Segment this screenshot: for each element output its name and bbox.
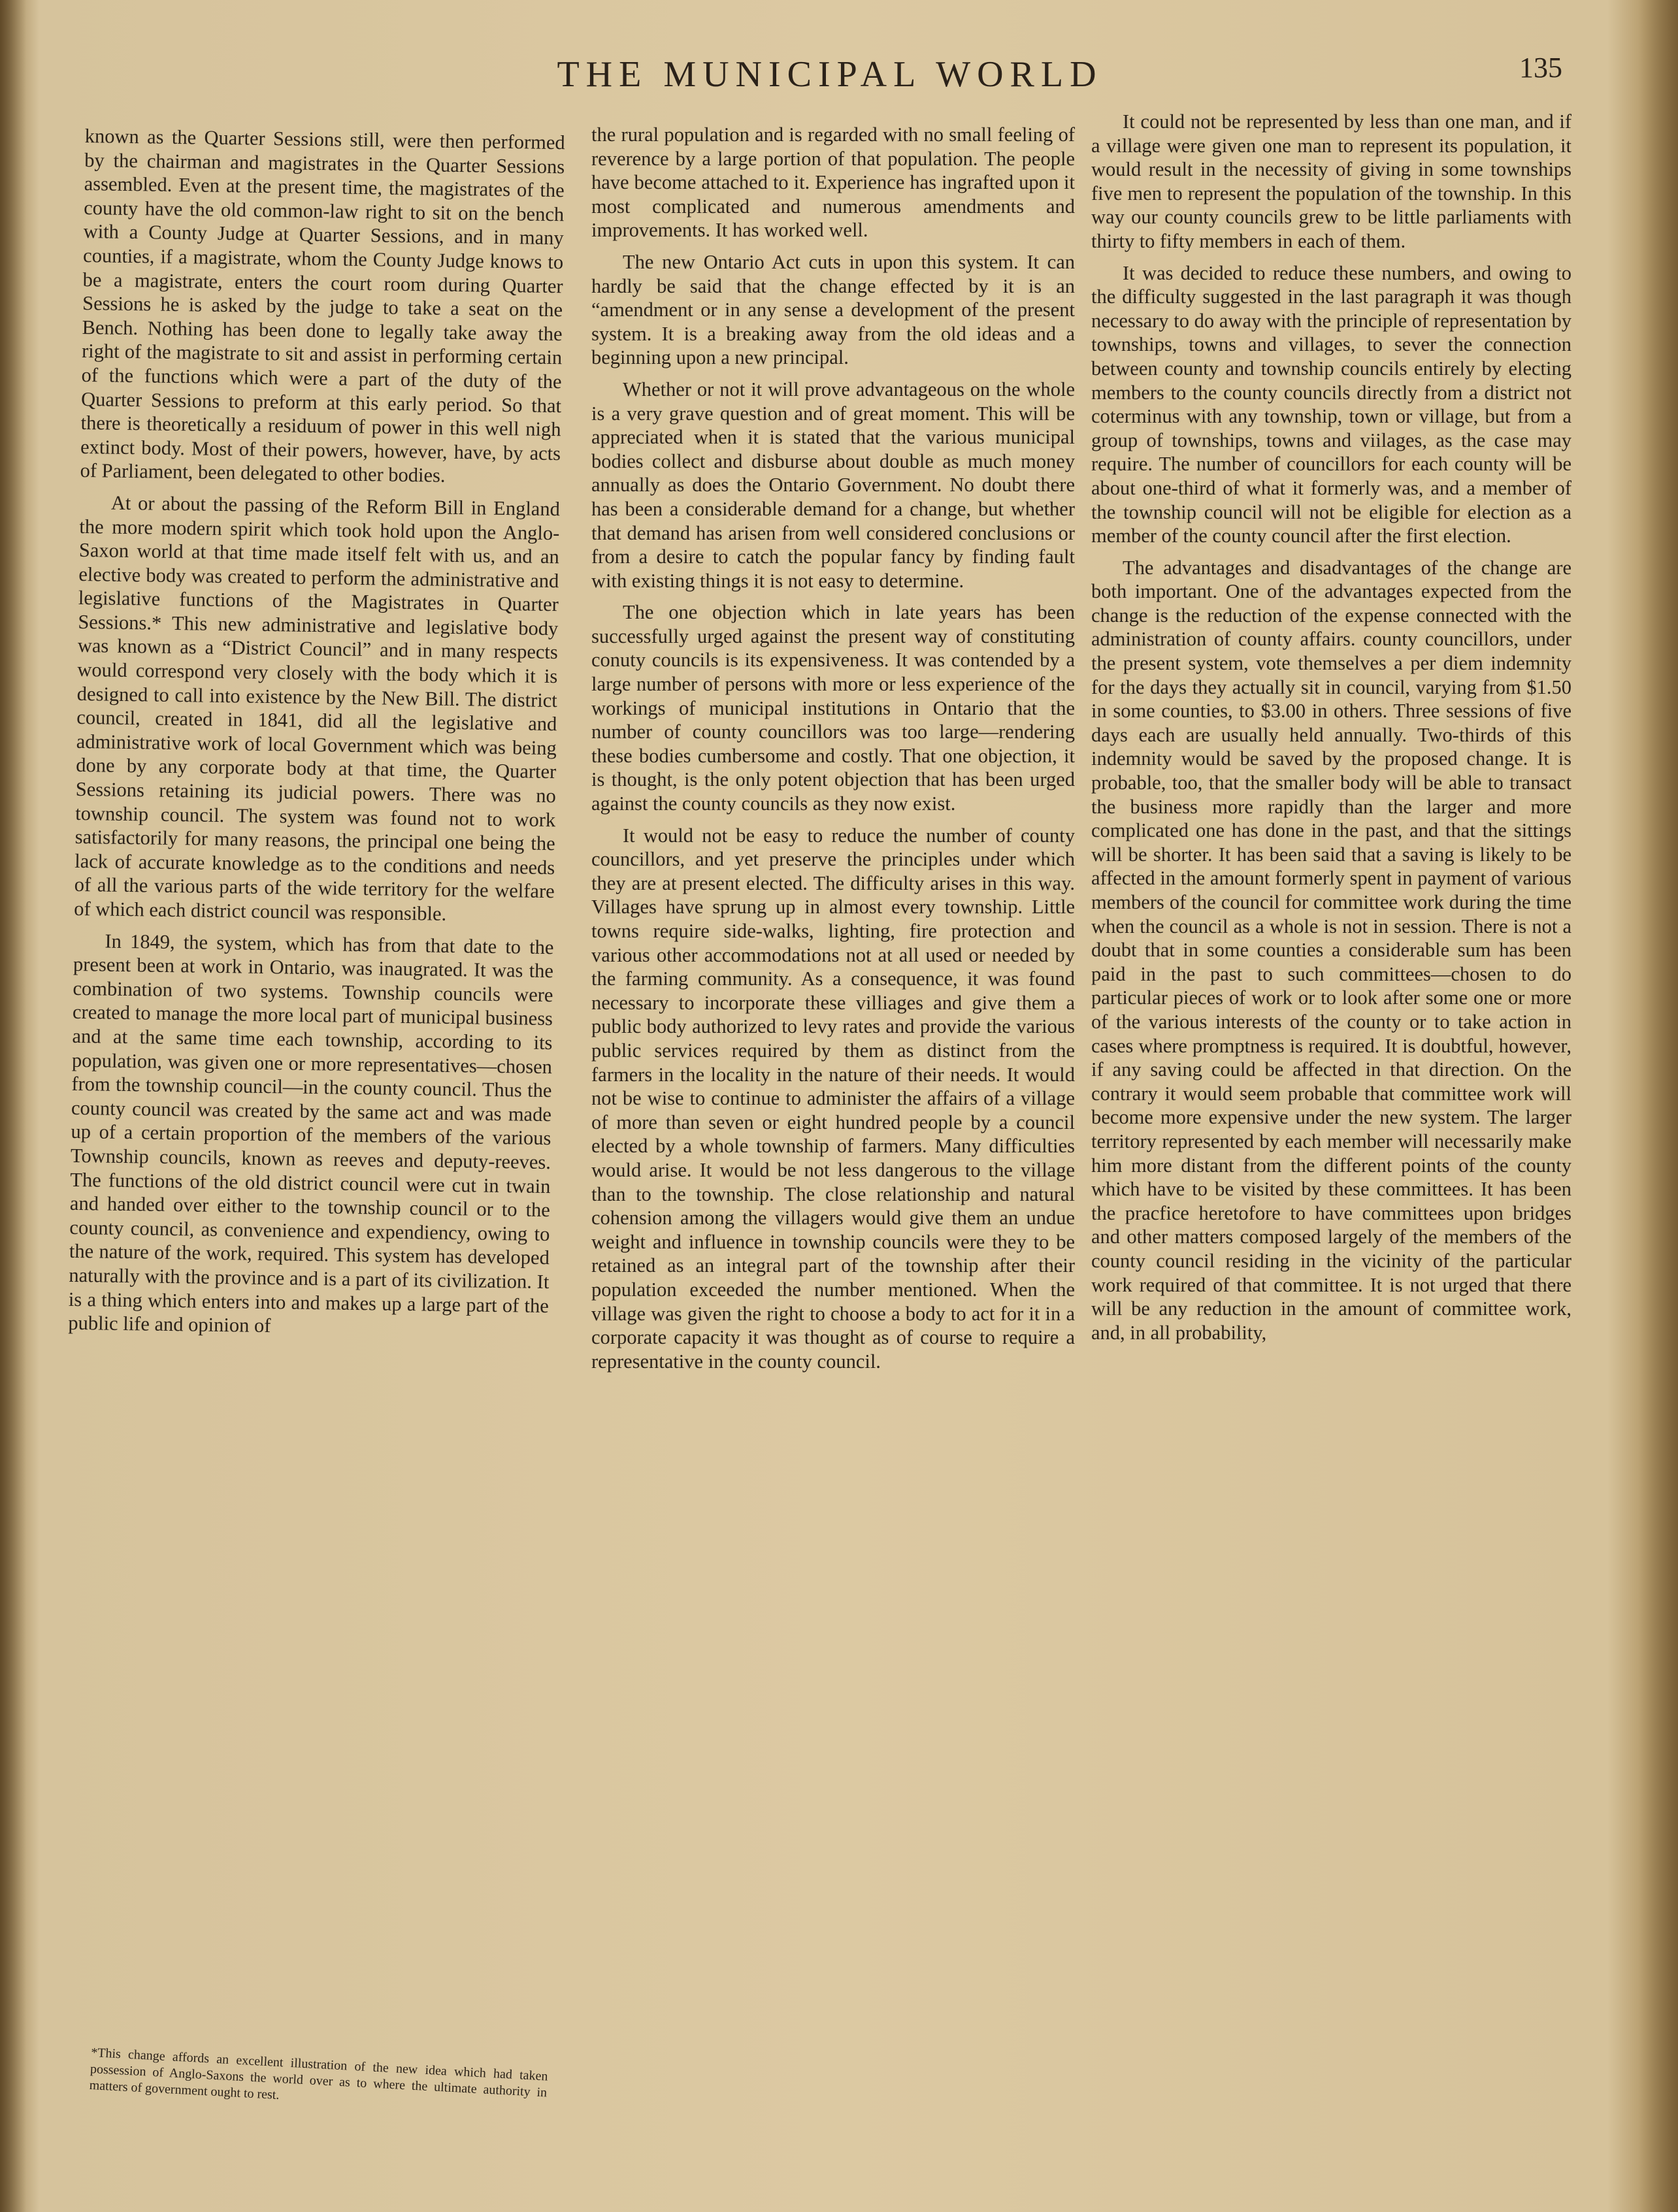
paragraph: At or about the passing of the Reform Bill in England the more modern spirit which took hold upon the Anglo-Saxon world at that time made itself felt with us, and an elective body was created to perform the administrative and legislative functions of the Magistrates in Quarter Sessions.* This new administrative and legislative body was known as a “District Council” and in many respects would correspond very closely with the body which it is designed to call into existence by the New Bill. The district council, created in 1841, did all the legislative and administrative work of local Government which was being done by any corporate body at that time, the Quarter Sessions retaining its judicial powers. There was no township council. The system was found not to work satisfactorily for many reasons, the principal one being the lack of accurate knowledge as to the conditions and needs of all the various parts of the wide territory for the welfare of which each district council was responsible. xyxy=(73,491,561,925)
running-title: THE MUNICIPAL WORLD xyxy=(557,54,1103,95)
paragraph: the rural population and is regarded with no small feeling of reverence by a large portion of that population. The people have become attached to it. Experience has ingrafted upon it most complicated and numerous amendments and improvements. It has worked well. xyxy=(591,123,1075,242)
text-column-3 xyxy=(1091,110,1571,1352)
text-column-2 xyxy=(591,123,1075,1381)
page-edge xyxy=(1639,0,1678,2212)
paragraph: It could not be represented by less than one man, and if a village were given one man to represent its population, it would result in the necessity of giving in some townships five men to represent the population of the township. In this way our county councils grew to be little parliaments with thirty to fifty members in each of them. xyxy=(1091,110,1571,252)
page-number: 135 xyxy=(1519,52,1562,84)
paragraph: In 1849, the system, which has from that date to the present been at work in Ontario, was inaugrated. It was the combination of two systems. Township councils were created to manage the more local part of municipal business and at the same time each township, according to its population, was given one or more representatives—chosen from the township council—in the county council. Thus the county council was created by the same act and was made up of a certain proportion of the members of the various Township councils, known as reeves and deputy-reeves. The functions of the old district council were cut in twain and handed over either to the township council or to the county council, as convenience and expendiency, owing to the nature of the work, required. This system has developed naturally with the province and is a part of its civilization. It is a thing which enters into and makes up a large part of the public life and opinion of xyxy=(68,930,554,1337)
paragraph: Whether or not it will prove advantageous on the whole is a very grave question and of great moment. This will be appreciated when it is stated that the various municipal bodies collect and disburse about double as much money annually as does the Ontario Government. No doubt there has been a considerable demand for a change, but whether that demand has arisen from well considered conclusions or from a desire to catch the popular fancy by finding fault with existing things it is not easy to determine. xyxy=(591,378,1075,592)
paragraph: The advantages and disadvantages of the change are both important. One of the advantages expected from the change is the reduction of the expense connected with the administration of county affairs. county councillors, under the present system, vote themselves a per diem indemnity for the days they actually sit in council, varying from $1.50 in some counties, to $3.00 in others. Three sessions of five days each are usually held annually. Two-thirds of this indemnity would be saved by the proposed change. It is probable, too, that the smaller body will be able to transact the business more rapidly than the larger and more complicated one has done in the past, and that the sittings will be shorter. It has been said that a saving is likely to be affected in the amount formerly spent in payment of various members of the council for committee work during the time when the council as a whole is not in session. There is not a doubt that in some counties a considerable sum has been paid in the past to such committees—chosen to do particular pieces of work or to look after some one or more of the various interests of the county or to take action in cases where promptness is required. It is doubtful, however, if any saving could be affected in that direction. On the contrary it would seem probable that committee work will become more expensive under the new system. The larger territory represented by each member will necessarily make him more distant from the different points of the county which have to be visited by these committees. It has been the pracfice heretofore to have committees upon bridges and other matters composed largely of the members of the county council residing in the vicinity of the particular work required of that committee. It is not urged that there will be any reduction in the amount of committee work, and, in all probability, xyxy=(1091,556,1571,1344)
paragraph: The new Ontario Act cuts in upon this system. It can hardly be said that the change effected by it is an “amendment or in any sense a development of the present system. It is a breaking away from the old ideas and a beginning upon a new principal. xyxy=(591,250,1075,369)
footnote: *This change affords an excellent illustration of the new idea which had taken possession of Anglo-Saxons the world over as to where the ultimate authority in matters of government ought to rest. xyxy=(89,2045,548,2103)
text-column-1 xyxy=(68,124,565,1350)
paragraph: The one objection which in late years has been successfully urged against the present way of constituting conuty councils is its expensiveness. It was contended by a large number of persons with more or less experience of the workings of municipal institutions in Ontario that the number of county councillors was too large—rendering these bodies cumbersome and costly. That one objection, it is thought, is the only potent objection that has been urged against the county councils as they now exist. xyxy=(591,601,1075,815)
paragraph: It would not be easy to reduce the number of county councillors, and yet preserve the principles under which they are at present elected. The difficulty arises in this way. Villages have sprung up in almost every township. Little towns require side-walks, lighting, fire protection and various other accommodations not at all used or needed by the farming community. As a consequence, it was found necessary to incorporate these villiages and give them a public body authorized to levy rates and provide the various public services required by them as distinct from the farmers in the locality in the nature of their needs. It would not be wise to continue to administer the affairs of a village of more than seven or eight hundred people by a council elected by a whole township of farmers. Many difficulties would arise. It would be not less dangerous to the village than to the township. The close relationship and natural cohension among the villagers would give them an undue weight and influence in township councils were they to be retained as an integral part of the township after their population exceeded the number mentioned. When the village was given the right to choose a body to act for it in a corporate capacity it was thought as of course to require a representative in the county council. xyxy=(591,824,1075,1373)
binding-shadow xyxy=(0,0,26,2212)
paragraph: known as the Quarter Sessions still, were then performed by the chairman and magistrates in the Quarter Sessions assembled. Even at the present time, the magistrates of the county have the old common-law right to sit on the bench with a County Judge at Quarter Sessions, and in many counties, if a magistrate, whom the County Judge knows to be a magistrate, enters the court room during Quarter Sessions he is asked by the judge to take a seat on the Bench. Nothing has been done to legally take away the right of the magistrate to sit and assist in performing certain of the functions which were a part of the duty of the Quarter Sessions to preform at this early period. So that there is theoretically a residuum of power in this well nigh extinct body. Most of their powers, however, have, by acts of Parliament, been delegated to other bodies. xyxy=(80,124,565,487)
paragraph: It was decided to reduce these numbers, and owing to the difficulty suggested in the last paragraph it was though necessary to do away with the principle of representation by townships, towns and villages, to sever the connection between county and township councils entirely by electing members to the county councils directly from a district not coterminus with any township, town or village, but from a group of townships, towns and viilages, as the case may require. The number of councillors for each county will be about one-third of what it formerly was, and a member of the township council will not be eligible for election as a member of the county council after the first election. xyxy=(1091,261,1571,547)
